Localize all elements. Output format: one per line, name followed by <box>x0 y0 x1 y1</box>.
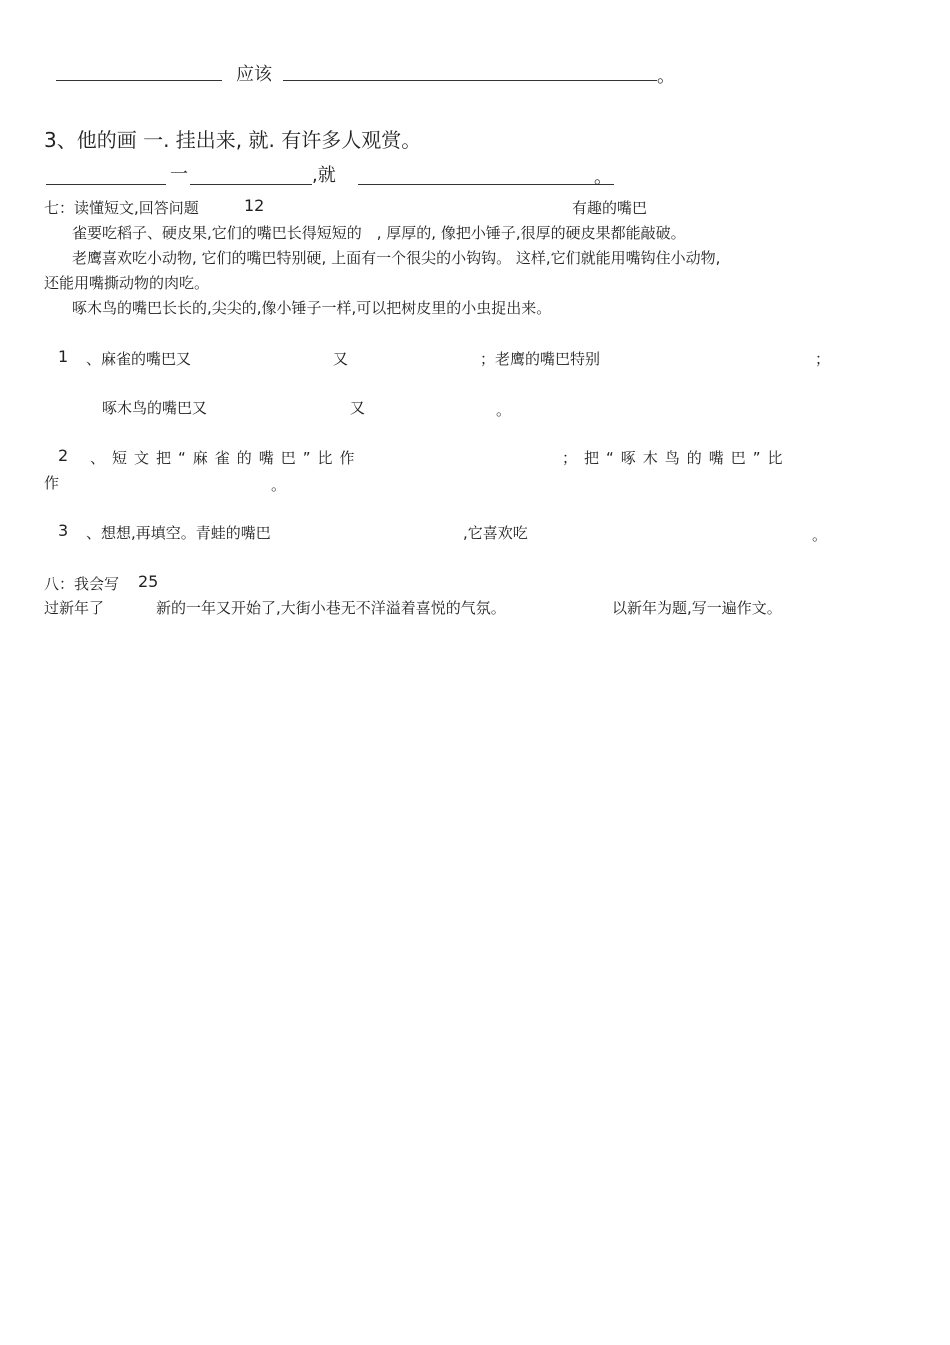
q3-text-b: ,它喜欢吃 <box>463 524 528 542</box>
q1-number: 1 <box>58 347 69 366</box>
passage-paragraph-3: 啄木鸟的嘴巴长长的,尖尖的,像小锤子一样,可以把树皮里的小虫捉出来。 <box>72 299 552 317</box>
passage-paragraph-2-cont: 还能用嘴撕动物的肉吃。 <box>44 274 210 292</box>
item3-sentence: 3、他的画 一. 挂出来, 就. 有许多人观赏。 <box>44 128 422 152</box>
q3-number: 3 <box>58 521 69 540</box>
q1-you-1: 又 <box>333 350 349 368</box>
q1-period: 。 <box>496 401 512 419</box>
section8-text-b: 新的一年又开始了,大街小巷无不洋溢着喜悦的气氛。 <box>156 599 506 617</box>
q2-text-a: 、短文把“麻雀的嘴巴”比作 <box>90 449 362 467</box>
q3-text-a: 、想想,再填空。青蛙的嘴巴 <box>86 524 271 542</box>
q1-line2-text: 啄木鸟的嘴巴又 <box>102 399 208 417</box>
section8-score: 25 <box>138 572 159 591</box>
blank-line-4[interactable] <box>190 184 312 185</box>
item3-jiu: ,就 <box>312 165 336 186</box>
period: 。 <box>594 167 612 188</box>
passage-title: 有趣的嘴巴 <box>572 199 648 217</box>
q2-text-b: ；把“啄木鸟的嘴巴”比 <box>562 449 790 467</box>
q1-end: ； <box>815 350 831 368</box>
q3-period: 。 <box>812 526 828 544</box>
q2-text-c: 作 <box>44 474 60 492</box>
section8-text-c: 以新年为题,写一遍作文。 <box>612 599 782 617</box>
period: 。 <box>657 66 675 87</box>
passage-paragraph-1: 雀要吃稻子、硬皮果,它们的嘴巴长得短短的 , 厚厚的, 像把小锤子,很厚的硬皮果都能敲破。 <box>72 224 686 242</box>
q2-period: 。 <box>271 476 287 494</box>
blank-line-2[interactable] <box>283 80 657 81</box>
section8-heading: 八：我会写 <box>44 575 120 593</box>
blank-line-1[interactable] <box>56 80 222 81</box>
blank-line-3[interactable] <box>46 184 166 185</box>
q2-number: 2 <box>58 446 69 465</box>
section7-heading: 七：读懂短文,回答问题 <box>44 199 199 217</box>
section8-text-a: 过新年了 <box>44 599 105 617</box>
q1-you-2: 又 <box>350 399 366 417</box>
passage-paragraph-2: 老鹰喜欢吃小动物, 它们的嘴巴特别硬, 上面有一个很尖的小钩钩。 这样,它们就能用嘴钩住小动物, <box>72 249 721 267</box>
section7-score: 12 <box>244 196 265 215</box>
item3-yi: 一 <box>170 164 188 185</box>
yinggai-text: 应该 <box>236 64 272 85</box>
blank-line-5[interactable] <box>358 184 614 185</box>
q1-text-b: ；老鹰的嘴巴特别 <box>480 350 601 368</box>
q1-text-a: 、麻雀的嘴巴又 <box>86 350 192 368</box>
